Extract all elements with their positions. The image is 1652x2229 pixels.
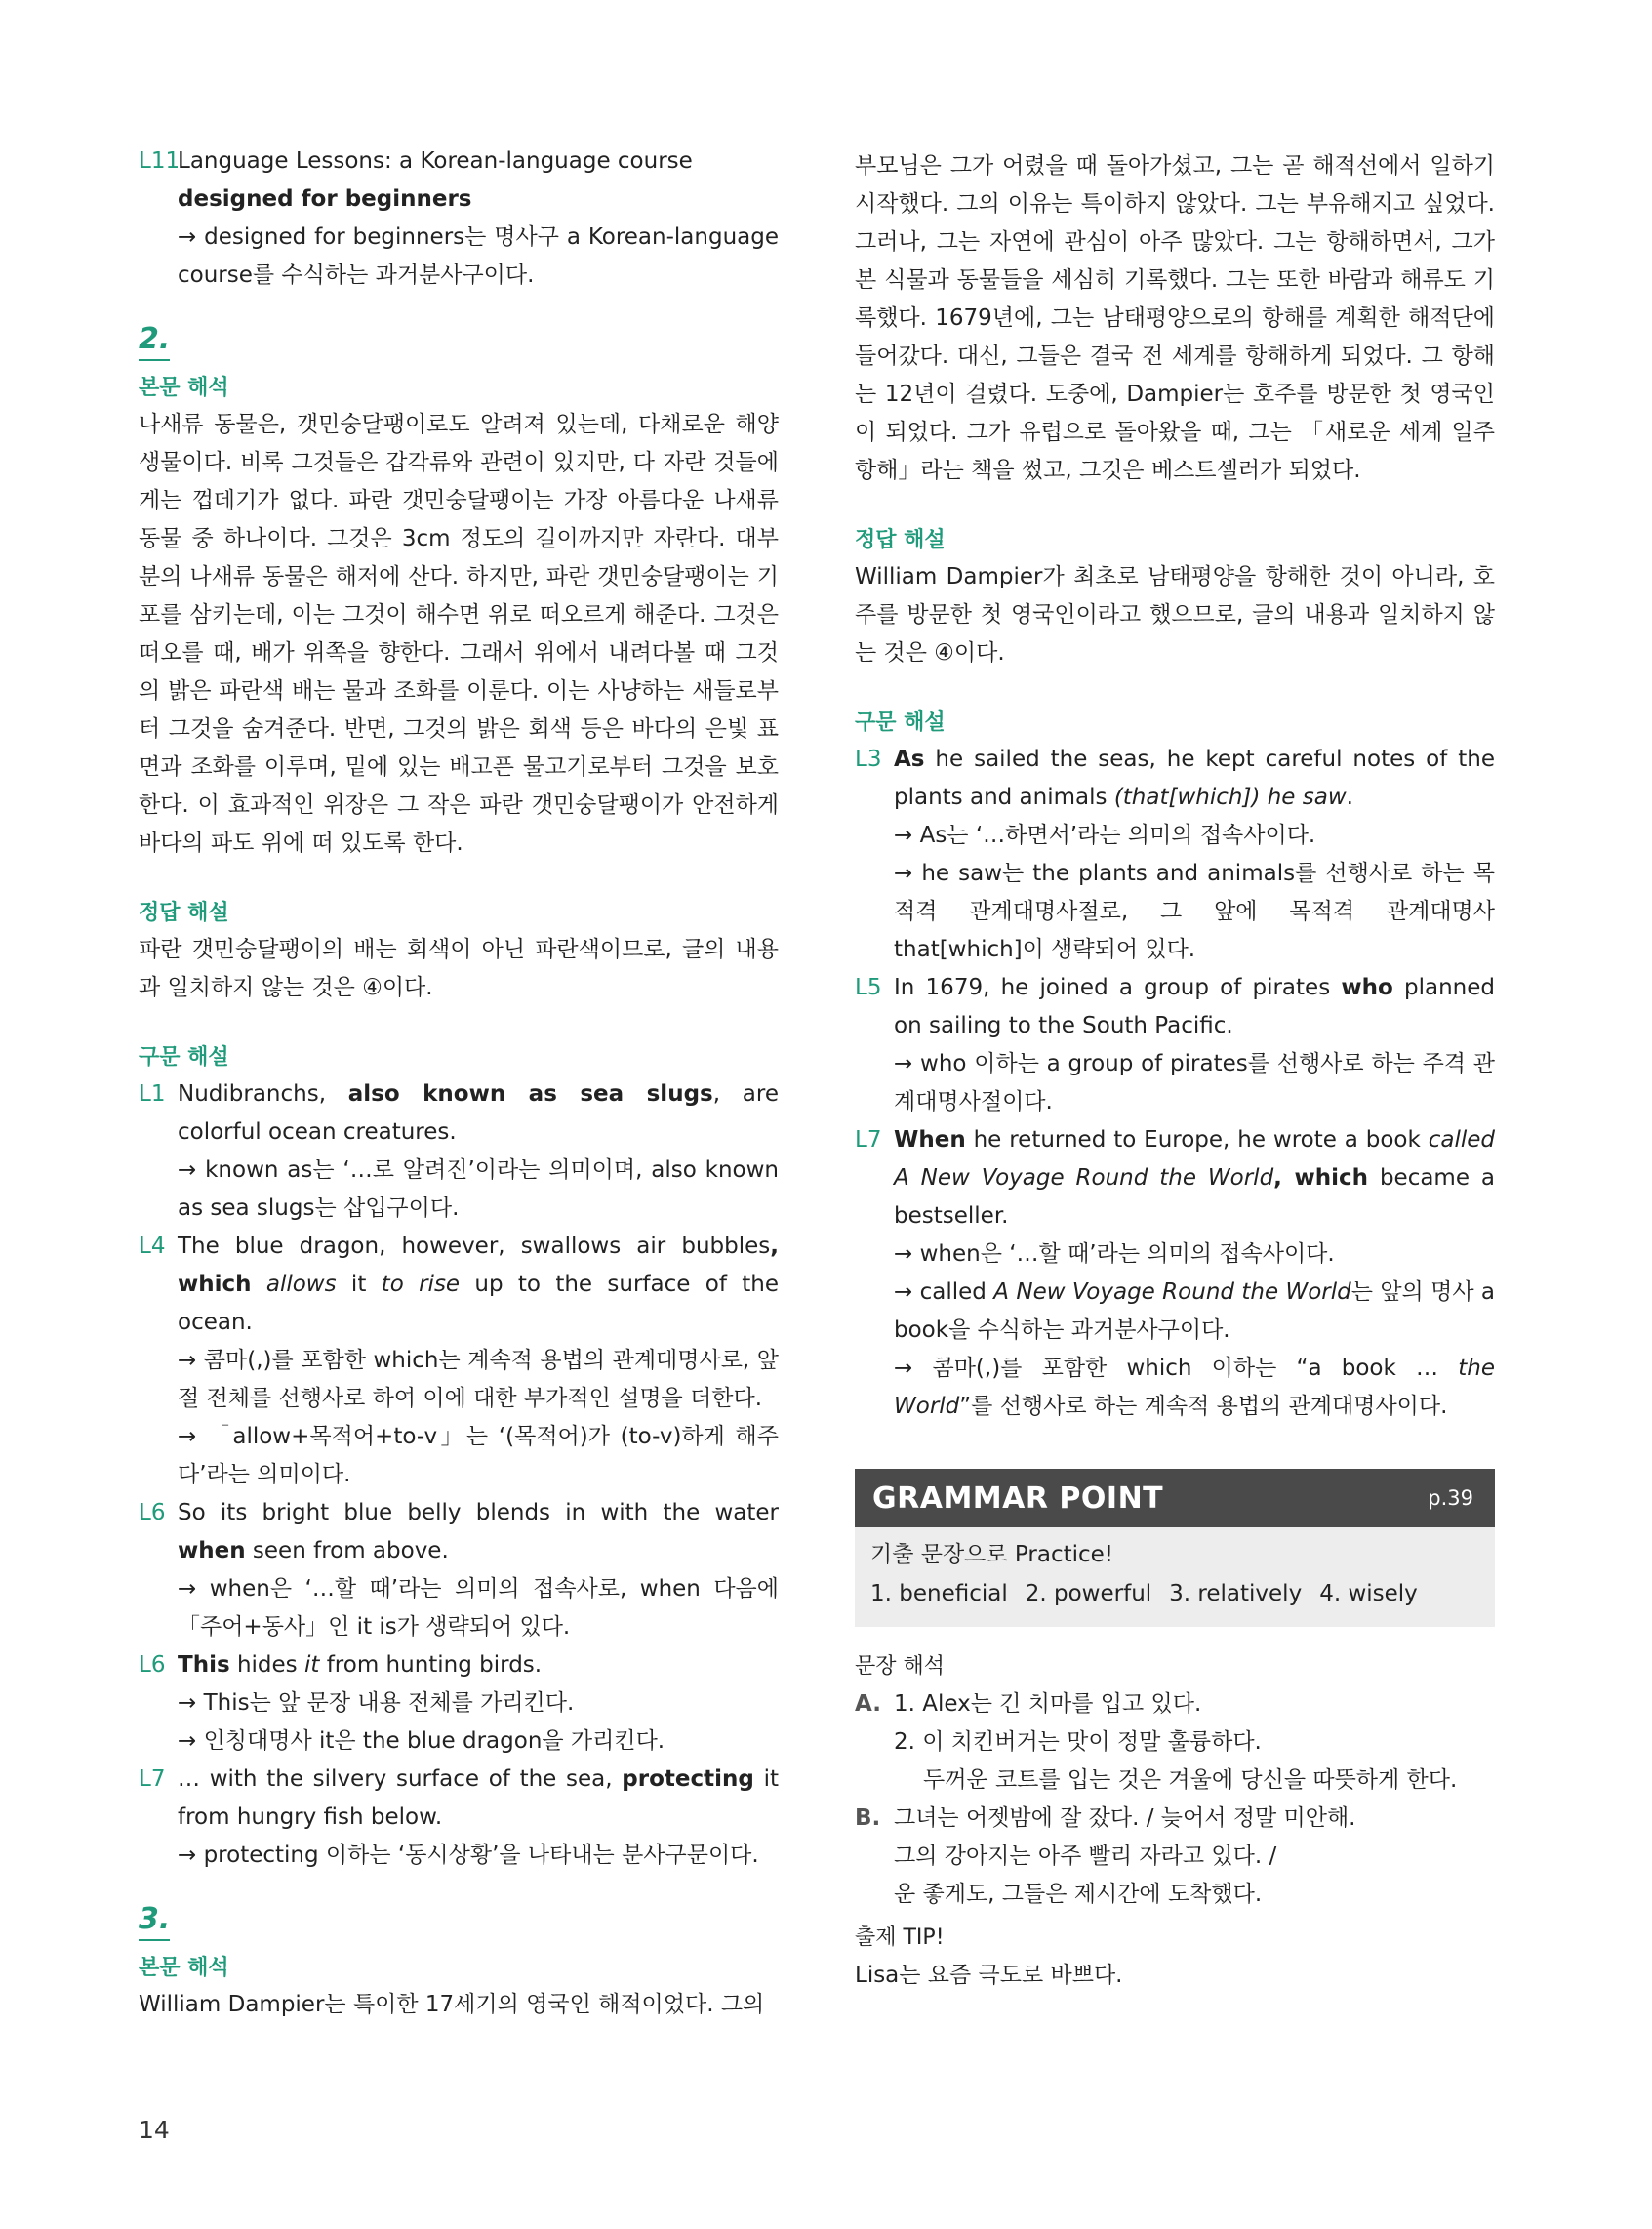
grammar-point-answers [870,1574,1479,1613]
entry-text: it from hungry fish below. [178,1766,779,1830]
grammar-point-title: GRAMMAR POINT [872,1480,1164,1516]
answer-item: 4. wisely [1319,1581,1418,1606]
entry-bold: As [894,747,925,772]
group-label: A. [855,1691,881,1717]
line-label: L3 [855,747,882,772]
entry-italic: allows [251,1272,337,1297]
entry-bold: This [178,1652,230,1678]
note-italic: the World [894,1356,1495,1419]
entry-note: → 「allow+목적어+to-v」는 ‘(목적어)가 (to-v)하게 해주다’라는 의미이다. [178,1424,779,1487]
line-label: L5 [855,975,882,1000]
grammar-point-box [855,1469,1495,1627]
subheading-answer: 정답 해설 [139,901,229,925]
entry-bold: who [1341,975,1393,1000]
entry-text: … with the silvery surface of the sea, [178,1766,623,1792]
group-label: B. [855,1805,881,1831]
left-column [139,142,779,2024]
entry-bold: , which [178,1234,779,1297]
entry-text: . [1346,785,1353,810]
subheading-sentence-translation: 문장 해석 [855,1654,946,1679]
entry-bold: protecting [622,1766,754,1792]
entry-text: seen from above. [245,1538,449,1563]
translation-paragraph: William Dampier는 특이한 17세기의 영국인 해적이었다. 그의 [139,1992,765,2017]
translation-paragraph: 나새류 동물은, 갯민숭달팽이로도 알려져 있는데, 다채로운 해양 생물이다. 비록 그것들은 갑각류와 관련이 있지만, 다 자란 것들에게는 껍데기가 없다. 파란 갯민숭달팽이는 가장 아름다운 나새류 동물 중 하나이다. 그것은 3cm 정도의 길이까지만 자란다. 대부분의 나새류 동물은 해저에 산다. 하지만, 파란 갯민숭달팽이는 기포를 삼키는데, 이는 그것이 해수면 위로 떠오르게 해준다. 그것은 떠오를 때, 배가 위쪽을 향한다. 그래서 위에서 내려다볼 때 그것의 밝은 파란색 배는 물과 조화를 이룬다. 이는 사냥하는 새들로부터 그것을 숨겨준다. 반면, 그것의 밝은 회색 등은 바다의 은빛 표면과 조화를 이루며, 밑에 있는 배고픈 물고기로부터 그것을 보호한다. 이 효과적인 위장은 그 작은 파란 갯민숭달팽이가 안전하게 바다의 파도 위에 떠 있도록 한다. [139,412,779,856]
grammar-point-header [855,1469,1495,1527]
entry-note: → who 이하는 a group of pirates를 선행사로 하는 주격 관계대명사절이다. [894,1051,1495,1114]
group-line: 1. Alex는 긴 치마를 입고 있다. [894,1691,1202,1717]
group-line: 운 좋게도, 그들은 제시간에 도착했다. [894,1882,1263,1907]
exam-tip-heading: 출제 TIP! [855,1925,945,1950]
entry-note [855,1274,1495,1350]
entry-note: → when은 ‘…할 때’라는 의미의 접속사이다. [894,1241,1335,1267]
entry-note: → he saw는 the plants and animals를 선행사로 하는 목적격 관계대명사절로, 그 앞에 목적격 관계대명사 that[which]이 생략되어 있다. [894,861,1495,962]
note-text: 는 앞의 명사 a book을 수식하는 과거분사구이다. [894,1279,1496,1343]
entry-text: hides [229,1652,304,1678]
entry-bold: designed for beginners [178,186,472,212]
entry-text: from hunting birds. [319,1652,543,1678]
line-label: L11 [139,148,181,174]
entry-bold: , which [1273,1165,1369,1191]
entry-text: up to the surface of the ocean. [178,1272,779,1335]
entry-text: In 1679, he joined a group of pirates [894,975,1342,1000]
subheading-translation: 본문 해석 [139,376,229,400]
entry-text: Language Lessons: a Korean-language course [178,148,693,174]
line-label: L7 [855,1127,882,1153]
answer-paragraph: William Dampier가 최초로 남태평양을 항해한 것이 아니라, 호주를 방문한 첫 영국인이라고 했으므로, 글의 내용과 일치하지 않는 것은 ④이다. [855,564,1495,666]
exam-tip-text: Lisa는 요즘 극도로 바쁘다. [855,1963,1123,1988]
entry-text: Nudibranchs, [178,1081,348,1107]
sentence-group-b [855,1800,1495,1838]
line-label: L1 [139,1081,166,1107]
entry-text: , are colorful ocean creatures. [178,1081,780,1145]
answer-item: 2. powerful [1025,1581,1152,1606]
entry-text: The blue dragon, however, swallows air bubbles [178,1234,771,1259]
note-italic: A New Voyage Round the World [993,1279,1351,1305]
entry-italic: called A New Voyage Round the World [894,1127,1495,1191]
entry-text: it [336,1272,382,1297]
note-text: ”를 선행사로 하는 계속적 용법의 관계대명사이다. [959,1394,1448,1419]
page-number: 14 [139,2116,170,2144]
entry-text: became a bestseller. [894,1165,1495,1229]
group-line: 두꺼운 코트를 입는 것은 겨울에 당신을 따뜻하게 한다. [923,1767,1458,1793]
section-number: 3. [139,1900,170,1941]
line-label: L4 [139,1234,166,1259]
line-label: L7 [139,1766,166,1792]
syntax-entry-l3 [855,741,1495,817]
syntax-entry-l6b [139,1646,779,1684]
entry-note: → designed for beginners는 명사구 a Korean-language course를 수식하는 과거분사구이다. [178,224,779,288]
subheading-syntax: 구문 해설 [139,1045,229,1070]
entry-note: → protecting 이하는 ‘동시상황’을 나타내는 분사구문이다. [178,1843,759,1868]
entry-note: → This는 앞 문장 내용 전체를 가리킨다. [178,1690,575,1716]
subheading-syntax: 구문 해설 [855,710,946,735]
answer-item: 1. beneficial [870,1581,1008,1606]
entry-bold: also known as sea slugs [347,1081,713,1107]
grammar-point-practice: 기출 문장으로 Practice! [870,1542,1114,1567]
entry-text: he returned to Europe, he wrote a book [965,1127,1429,1153]
entry-italic: (that[which]) he saw [1113,785,1347,810]
sentence-group-a [855,1685,1495,1723]
subheading-answer: 정답 해설 [855,528,946,552]
entry-bold: when [178,1538,246,1563]
entry-note [855,1350,1495,1426]
entry-note: → As는 ‘…하면서’라는 의미의 접속사이다. [894,823,1316,848]
entry-note: → 콤마(,)를 포함한 which는 계속적 용법의 관계대명사로, 앞 절 전체를 선행사로 하여 이에 대한 부가적인 설명을 더한다. [178,1348,779,1411]
section-number: 2. [139,320,170,361]
line-label: L6 [139,1500,166,1525]
group-line: 2. 이 치킨버거는 맛이 정말 훌륭하다. [894,1729,1262,1755]
translation-paragraph: 부모님은 그가 어렸을 때 돌아가셨고, 그는 곧 해적선에서 일하기 시작했다. 그의 이유는 특이하지 않았다. 그는 부유해지고 싶었다. 그러나, 그는 자연에 관심이 아주 많았다. 그는 항해하면서, 그가 본 식물과 동물들을 세심히 기록했다. 그는 또한 바람과 해류도 기록했다. 1679년에, 그는 남태평양으로의 항해를 계획한 해적단에 들어갔다. 대신, 그들은 결국 전 세계를 항해하게 되었다. 그 항해는 12년이 걸렸다. 도중에, Dampier는 호주를 방문한 첫 영국인이 되었다. 그가 유럽으로 돌아왔을 때, 그는 「새로운 세계 일주 항해」라는 책을 썼고, 그것은 베스트셀러가 되었다. [855,153,1495,483]
entry-bold: When [894,1127,966,1153]
subheading-translation: 본문 해석 [139,1956,229,1980]
entry-text: he sailed the seas, he kept careful notes of the plants and animals [894,747,1495,810]
note-text: → called [894,1279,994,1305]
grammar-point-page-ref: p.39 [1428,1485,1473,1510]
entry-text: So its bright blue belly blends in with the water [178,1500,779,1525]
entry-italic: to rise [381,1272,461,1297]
answer-item: 3. relatively [1169,1581,1303,1606]
group-line: 그녀는 어젯밤에 잘 잤다. / 늦어서 정말 미안해. [894,1805,1356,1831]
entry-italic: it [303,1652,320,1678]
note-text: → 콤마(,)를 포함한 which 이하는 “a book … [894,1356,1459,1381]
entry-note: → when은 ‘…할 때’라는 의미의 접속사로, when 다음에 「주어+동사」인 it is가 생략되어 있다. [178,1576,779,1640]
syntax-entry-l5 [855,969,1495,1045]
line-label: L6 [139,1652,166,1678]
syntax-entry-l6a [139,1494,779,1570]
syntax-entry-l1 [139,1075,779,1152]
syntax-entry-l7 [139,1761,779,1837]
answer-paragraph: 파란 갯민숭달팽이의 배는 회색이 아닌 파란색이므로, 글의 내용과 일치하지 않는 것은 ④이다. [139,937,779,1000]
right-column [855,147,1495,1995]
entry-note: → known as는 ‘…로 알려진’이라는 의미이며, also known as sea slugs는 삽입구이다. [178,1157,779,1221]
entry-note: → 인칭대명사 it은 the blue dragon을 가리킨다. [178,1728,665,1754]
entry-text: planned on sailing to the South Pacific. [894,975,1495,1038]
group-line: 그의 강아지는 아주 빨리 자라고 있다. / [894,1844,1277,1869]
syntax-entry-l7 [855,1121,1495,1236]
syntax-entry-l11 [139,142,779,219]
syntax-entry-l4 [139,1228,779,1342]
